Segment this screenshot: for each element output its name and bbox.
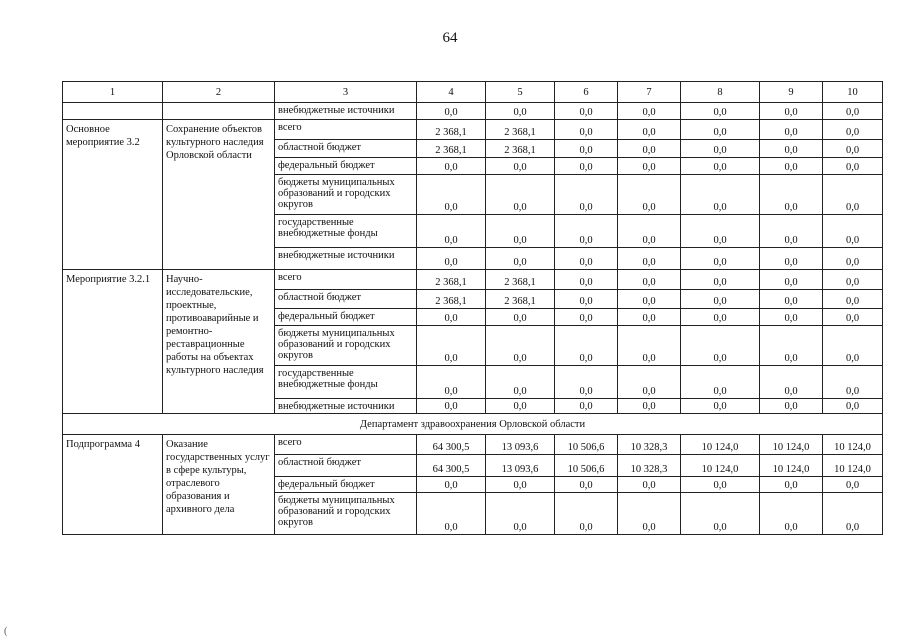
value-cell: 0,0 (555, 493, 618, 535)
value-cell: 0,0 (486, 477, 555, 493)
department-row (63, 414, 883, 435)
value-cell: 2 368,1 (486, 270, 555, 290)
value-cell: 10 506,6 (555, 435, 618, 455)
header-cell: 4 (417, 82, 486, 103)
header-cell: 5 (486, 82, 555, 103)
value-cell: 0,0 (417, 158, 486, 175)
value-cell: 0,0 (486, 399, 555, 414)
value-cell: 0,0 (823, 120, 883, 140)
source-label: бюджеты муниципальных образований и городских округов (275, 493, 417, 535)
value-cell: 0,0 (417, 309, 486, 326)
value-cell: 0,0 (823, 215, 883, 248)
value-cell: 0,0 (618, 290, 681, 309)
source-label: внебюджетные источники (275, 399, 417, 414)
value-cell: 0,0 (823, 309, 883, 326)
source-label: государственные внебюджетные фонды (275, 215, 417, 248)
value-cell: 0,0 (681, 493, 760, 535)
value-cell: 0,0 (555, 140, 618, 158)
value-cell: 0,0 (417, 175, 486, 215)
value-cell: 10 328,3 (618, 455, 681, 477)
value-cell: 0,0 (760, 270, 823, 290)
source-label: государственные внебюджетные фонды (275, 366, 417, 399)
value-cell: 0,0 (760, 140, 823, 158)
header-cell: 6 (555, 82, 618, 103)
value-cell: 0,0 (486, 248, 555, 270)
item-code: Мероприятие 3.2.1 (63, 270, 163, 414)
value-cell: 2 368,1 (486, 120, 555, 140)
value-cell: 13 093,6 (486, 455, 555, 477)
value-cell: 0,0 (555, 290, 618, 309)
item-name: Оказание государственных услуг в сфере культуры, отраслевого образования и архивного дела (163, 435, 275, 535)
value-cell: 0,0 (486, 215, 555, 248)
value-cell: 0,0 (681, 120, 760, 140)
value-cell: 0,0 (760, 248, 823, 270)
value-cell: 0,0 (823, 493, 883, 535)
value-cell: 0,0 (618, 175, 681, 215)
value-cell: 0,0 (618, 477, 681, 493)
value-cell: 2 368,1 (417, 140, 486, 158)
value-cell: 0,0 (681, 326, 760, 366)
value-cell: 0,0 (760, 366, 823, 399)
header-cell: 10 (823, 82, 883, 103)
value-cell: 0,0 (417, 399, 486, 414)
value-cell: 0,0 (681, 175, 760, 215)
header-cell: 1 (63, 82, 163, 103)
value-cell: 0,0 (555, 270, 618, 290)
item-code: Основное мероприятие 3.2 (63, 120, 163, 270)
value-cell: 0,0 (823, 270, 883, 290)
value-cell: 0,0 (823, 477, 883, 493)
value-cell: 0,0 (618, 309, 681, 326)
value-cell: 0,0 (555, 309, 618, 326)
value-cell: 0,0 (555, 477, 618, 493)
value-cell: 0,0 (486, 103, 555, 120)
value-cell: 0,0 (681, 215, 760, 248)
header-row (63, 82, 883, 103)
source-label: федеральный бюджет (275, 158, 417, 175)
table-row (63, 270, 883, 290)
item-code: Подпрограмма 4 (63, 435, 163, 535)
value-cell: 0,0 (760, 309, 823, 326)
value-cell: 0,0 (681, 366, 760, 399)
source-label: всего (275, 270, 417, 290)
source-label: федеральный бюджет (275, 309, 417, 326)
value-cell: 0,0 (618, 366, 681, 399)
source-label: внебюджетные источники (275, 103, 417, 120)
value-cell: 0,0 (681, 290, 760, 309)
source-label: областной бюджет (275, 455, 417, 477)
value-cell: 0,0 (823, 140, 883, 158)
value-cell: 0,0 (618, 215, 681, 248)
value-cell: 2 368,1 (486, 140, 555, 158)
value-cell: 0,0 (486, 493, 555, 535)
source-label: бюджеты муниципальных образований и городских округов (275, 326, 417, 366)
value-cell: 0,0 (555, 158, 618, 175)
value-cell: 64 300,5 (417, 455, 486, 477)
source-label: федеральный бюджет (275, 477, 417, 493)
value-cell: 0,0 (618, 493, 681, 535)
value-cell: 0,0 (618, 158, 681, 175)
value-cell: 0,0 (760, 158, 823, 175)
value-cell: 10 124,0 (681, 435, 760, 455)
value-cell: 0,0 (760, 120, 823, 140)
value-cell: 0,0 (486, 309, 555, 326)
value-cell: 0,0 (760, 215, 823, 248)
value-cell: 0,0 (555, 248, 618, 270)
table-row (63, 120, 883, 140)
value-cell: 0,0 (823, 290, 883, 309)
value-cell: 0,0 (823, 366, 883, 399)
value-cell: 2 368,1 (417, 290, 486, 309)
value-cell: 10 124,0 (760, 455, 823, 477)
value-cell: 0,0 (618, 120, 681, 140)
header-cell: 2 (163, 82, 275, 103)
value-cell: 0,0 (555, 399, 618, 414)
value-cell: 0,0 (417, 248, 486, 270)
value-cell: 2 368,1 (486, 290, 555, 309)
value-cell: 0,0 (681, 103, 760, 120)
source-label: областной бюджет (275, 290, 417, 309)
value-cell: 0,0 (486, 366, 555, 399)
value-cell: 0,0 (618, 140, 681, 158)
value-cell: 0,0 (618, 270, 681, 290)
value-cell: 0,0 (555, 120, 618, 140)
value-cell: 0,0 (486, 175, 555, 215)
value-cell: 0,0 (760, 175, 823, 215)
source-label: всего (275, 435, 417, 455)
value-cell: 0,0 (681, 399, 760, 414)
value-cell: 0,0 (486, 326, 555, 366)
item-name: Научно-исследовательские, проектные, противоаварийные и ремонтно-реставрационные работы на объектах культурного наследия (163, 270, 275, 414)
department-title: Департамент здравоохранения Орловской области (63, 414, 883, 435)
value-cell: 0,0 (417, 103, 486, 120)
scan-mark: ( (4, 626, 8, 637)
value-cell: 0,0 (486, 158, 555, 175)
value-cell: 0,0 (681, 158, 760, 175)
value-cell: 0,0 (681, 270, 760, 290)
value-cell: 0,0 (823, 326, 883, 366)
value-cell: 0,0 (760, 493, 823, 535)
header-cell: 3 (275, 82, 417, 103)
value-cell: 0,0 (823, 158, 883, 175)
value-cell: 0,0 (555, 326, 618, 366)
value-cell: 0,0 (555, 175, 618, 215)
value-cell: 0,0 (760, 399, 823, 414)
value-cell: 0,0 (681, 248, 760, 270)
header-cell: 7 (618, 82, 681, 103)
value-cell: 13 093,6 (486, 435, 555, 455)
value-cell: 2 368,1 (417, 120, 486, 140)
value-cell: 0,0 (555, 103, 618, 120)
value-cell: 2 368,1 (417, 270, 486, 290)
source-label: бюджеты муниципальных образований и городских округов (275, 175, 417, 215)
value-cell: 0,0 (760, 326, 823, 366)
value-cell: 0,0 (823, 248, 883, 270)
value-cell: 0,0 (760, 477, 823, 493)
value-cell: 10 328,3 (618, 435, 681, 455)
value-cell: 0,0 (618, 103, 681, 120)
value-cell: 0,0 (618, 326, 681, 366)
table-row (63, 435, 883, 455)
value-cell: 0,0 (760, 103, 823, 120)
value-cell: 0,0 (618, 248, 681, 270)
value-cell: 0,0 (417, 493, 486, 535)
value-cell: 64 300,5 (417, 435, 486, 455)
value-cell: 10 124,0 (681, 455, 760, 477)
table-row (63, 103, 883, 120)
empty-cell (63, 103, 163, 120)
header-cell: 9 (760, 82, 823, 103)
item-name: Сохранение объектов культурного наследия Орловской области (163, 120, 275, 270)
value-cell: 10 506,6 (555, 455, 618, 477)
value-cell: 10 124,0 (823, 435, 883, 455)
value-cell: 10 124,0 (760, 435, 823, 455)
value-cell: 0,0 (555, 366, 618, 399)
source-label: всего (275, 120, 417, 140)
value-cell: 0,0 (417, 326, 486, 366)
value-cell: 0,0 (417, 477, 486, 493)
value-cell: 0,0 (681, 309, 760, 326)
value-cell: 0,0 (823, 103, 883, 120)
value-cell: 0,0 (760, 290, 823, 309)
value-cell: 0,0 (417, 366, 486, 399)
table-body (63, 82, 883, 535)
value-cell: 0,0 (618, 399, 681, 414)
header-cell: 8 (681, 82, 760, 103)
value-cell: 0,0 (417, 215, 486, 248)
value-cell: 10 124,0 (823, 455, 883, 477)
value-cell: 0,0 (555, 215, 618, 248)
source-label: областной бюджет (275, 140, 417, 158)
source-label: внебюджетные источники (275, 248, 417, 270)
value-cell: 0,0 (823, 175, 883, 215)
value-cell: 0,0 (681, 140, 760, 158)
budget-table (62, 81, 883, 535)
value-cell: 0,0 (681, 477, 760, 493)
empty-cell (163, 103, 275, 120)
value-cell: 0,0 (823, 399, 883, 414)
page-number: 64 (442, 30, 458, 46)
